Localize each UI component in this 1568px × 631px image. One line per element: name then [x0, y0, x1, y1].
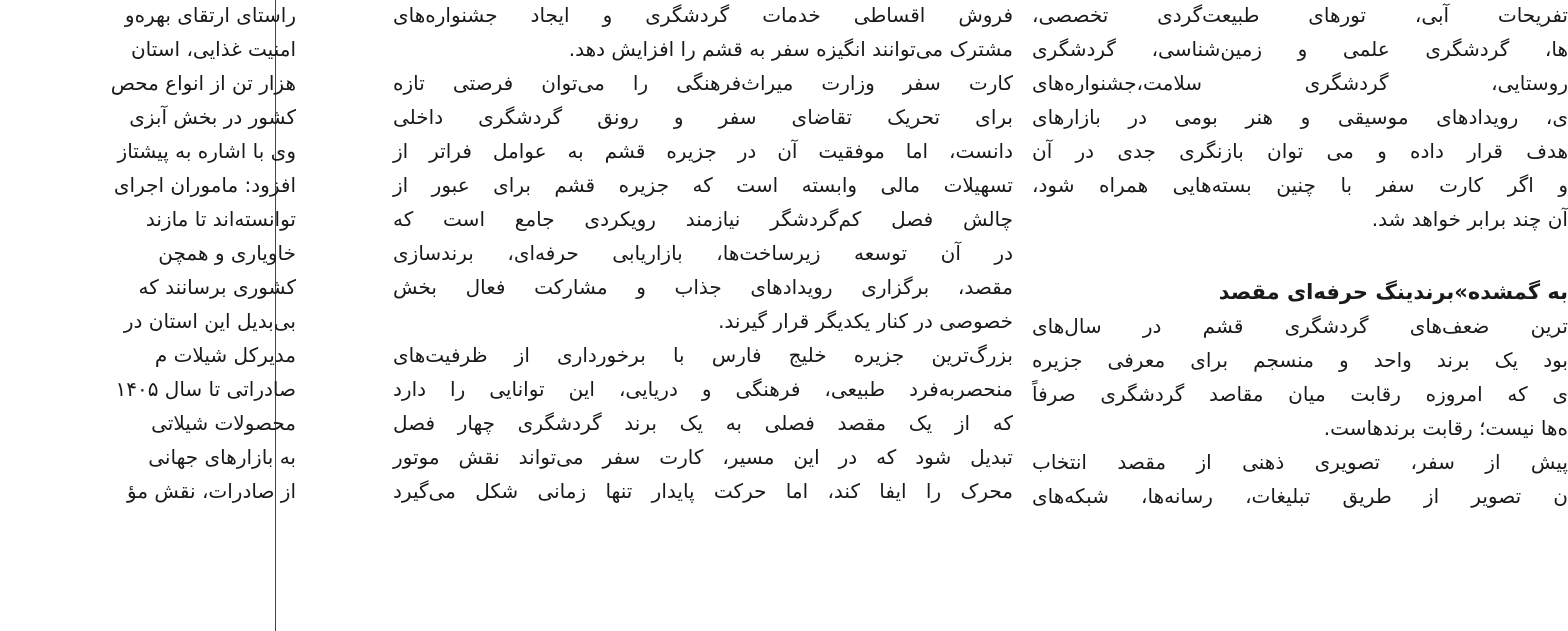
middle-line-6: تسهیلات مالی وابسته است که جزیره قشم برای عبور از — [393, 173, 1013, 197]
left-line-13: محصولات شیلاتی — [151, 411, 296, 435]
right-para2-line-6: ن تصویر از طریق تبلیغات، رسانه‌ها، شبکه‌های — [1032, 484, 1568, 508]
middle-line-1: فروش اقساطی خدمات گردشگری و ایجاد جشنواره‌های — [393, 3, 1013, 27]
right-para1-line-7: آن چند برابر خواهد شد. — [1371, 207, 1568, 231]
right-para1-line-3: روستایی، گردشگری سلامت،جشنواره‌های — [1032, 71, 1568, 95]
middle-line-4: برای تحریک تقاضای سفر و رونق گردشگری داخلی — [393, 105, 1013, 129]
right-para1-line-5: هدف قرار داده و می توان بازنگری جدی در آن — [1032, 139, 1568, 163]
middle-line-5: دانست، اما موفقیت آن در جزیره قشم به عوامل فراتر از — [393, 139, 1013, 163]
left-line-9: کشوری برسانند که — [138, 275, 296, 299]
left-line-1: راستای ارتقای بهره‌و — [124, 3, 296, 27]
right-para2-line-3: ی که امروزه رقابت میان مقاصد گردشگری صرفاً — [1032, 382, 1568, 406]
middle-line-14: تبدیل شود که در این مسیر، کارت سفر می‌تواند نقش موتور — [393, 445, 1013, 469]
right-para1-line-1: تفریحات آبی، تورهای طبیعت‌گردی تخصصی، — [1032, 3, 1568, 27]
middle-line-7: چالش فصل کم‌گردشگر نیازمند رویکردی جامع است که — [393, 207, 1013, 231]
right-para1-line-2: ها، گردشگری علمی و زمین‌شناسی، گردشگری — [1032, 37, 1568, 61]
left-line-11: مدیرکل شیلات م — [154, 343, 296, 367]
left-line-12: صادراتی تا سال ۱۴۰۵ — [115, 377, 296, 401]
right-column — [1032, 0, 1568, 631]
right-para2-line-2: بود یک برند واحد و منسجم برای معرفی جزیره — [1032, 348, 1568, 372]
middle-line-11: بزرگ‌ترین جزیره خلیج فارس با برخورداری از ظرفیت‌های — [393, 343, 1013, 367]
right-para2-line-1: ترین ضعف‌های گردشگری قشم در سال‌های — [1032, 314, 1568, 338]
right-para1-line-6: و اگر کارت سفر با چنین بسته‌هایی همراه شود، — [1032, 173, 1568, 197]
middle-line-13: که از یک مقصد فصلی به یک برند گردشگری چهار فصل — [393, 411, 1013, 435]
left-line-5: وی با اشاره به پیشتاز — [117, 139, 296, 163]
middle-line-8: در آن توسعه زیرساخت‌ها، بازاریابی حرفه‌ای، برندسازی — [393, 241, 1013, 265]
middle-line-15: محرک را ایفا کند، اما حرکت پایدار تنها زمانی شکل می‌گیرد — [393, 479, 1013, 503]
right-para2-line-4: ه‌ها نیست؛ رقابت برندهاست. — [1323, 416, 1568, 440]
middle-line-2: مشترک می‌توانند انگیزه سفر به قشم را افزایش دهد. — [568, 37, 1013, 61]
left-line-2: امنیت غذایی، استان — [130, 37, 296, 61]
left-line-8: خاویاری و همچن — [158, 241, 296, 265]
left-line-10: بی‌بدیل این استان در — [123, 309, 296, 333]
middle-line-9: مقصد، برگزاری رویدادهای جذاب و مشارکت فعال بخش — [393, 275, 1013, 299]
left-line-14: به بازارهای جهانی — [148, 445, 296, 469]
left-column — [0, 0, 330, 631]
left-line-3: هزار تن از انواع محص — [110, 71, 296, 95]
middle-line-12: منحصربه‌فرد طبیعی، فرهنگی و دریایی، این توانایی را دارد — [393, 377, 1013, 401]
right-para2-line-5: پیش از سفر، تصویری ذهنی از مقصد انتخاب — [1032, 450, 1568, 474]
middle-column — [393, 0, 1013, 631]
middle-line-10: خصوصی در کنار یکدیگر قرار گیرند. — [718, 309, 1013, 333]
left-line-15: از صادرات، نقش مؤ — [127, 479, 296, 503]
left-line-6: افزود: ماموران اجرای — [113, 173, 296, 197]
middle-line-3: کارت سفر وزارت میراث‌فرهنگی را می‌توان فرصتی تازه — [393, 71, 1013, 95]
section-heading: به گمشده»برندینگ حرفه‌ای مقصد — [1218, 280, 1568, 304]
left-line-7: توانسته‌اند تا مازند — [145, 207, 296, 231]
left-line-4: کشور در بخش آبزی — [129, 105, 296, 129]
right-para1-line-4: ی، رویدادهای موسیقی و هنر بومی در بازارهای — [1032, 105, 1568, 129]
